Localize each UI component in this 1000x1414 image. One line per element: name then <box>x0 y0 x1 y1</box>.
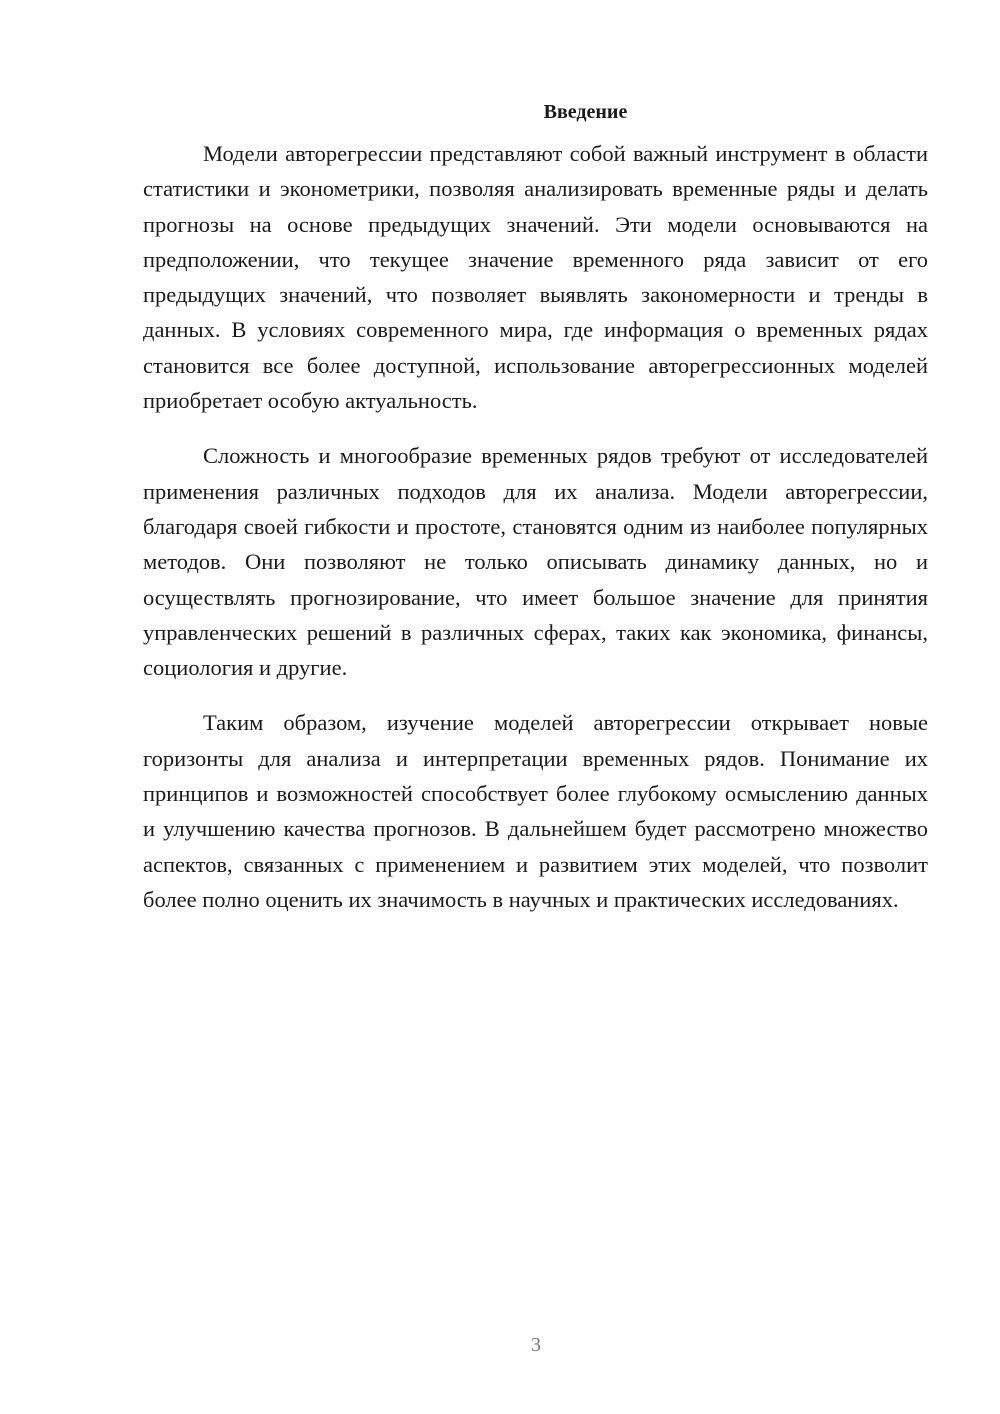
paragraph-3: Таким образом, изучение моделей авторегрессии открывает новые горизонты для анализа и интерпретации временных рядов. Понимание их принципов и возможностей способствует более глубокому осмыслению данных и улучшению качества прогнозов. В дальнейшем будет рассмотрено множество аспектов, связанных с применением и развитием этих моделей, что позволит более полно оценить их значимость в научных и практических исследованиях. <box>143 710 928 912</box>
page-number: 3 <box>531 1334 541 1356</box>
paragraph-2: Сложность и многообразие временных рядов требуют от исследователей применения различных подходов для их анализа. Модели авторегрессии, благодаря своей гибкости и простоте, становятся одним из наиболее популярных методов. Они позволяют не только описывать динамику данных, но и осуществлять прогнозирование, что имеет большое значение для принятия управленческих решений в различных сферах, таких как экономика, финансы, социология и другие. <box>143 443 928 681</box>
section-title: Введение <box>543 101 628 123</box>
page-content <box>143 98 928 937</box>
paragraph-1: Модели авторегрессии представляют собой важный инструмент в области статистики и эконометрики, позволяя анализировать временные ряды и делать прогнозы на основе предыдущих значений. Эти модели основываются на предположении, что текущее значение временного ряда зависит от его предыдущих значений, что позволяет выявлять закономерности и тренды в данных. В условиях современного мира, где информация о временных рядах становится все более доступной, использование авторегрессионных моделей приобретает особую актуальность. <box>143 141 928 414</box>
